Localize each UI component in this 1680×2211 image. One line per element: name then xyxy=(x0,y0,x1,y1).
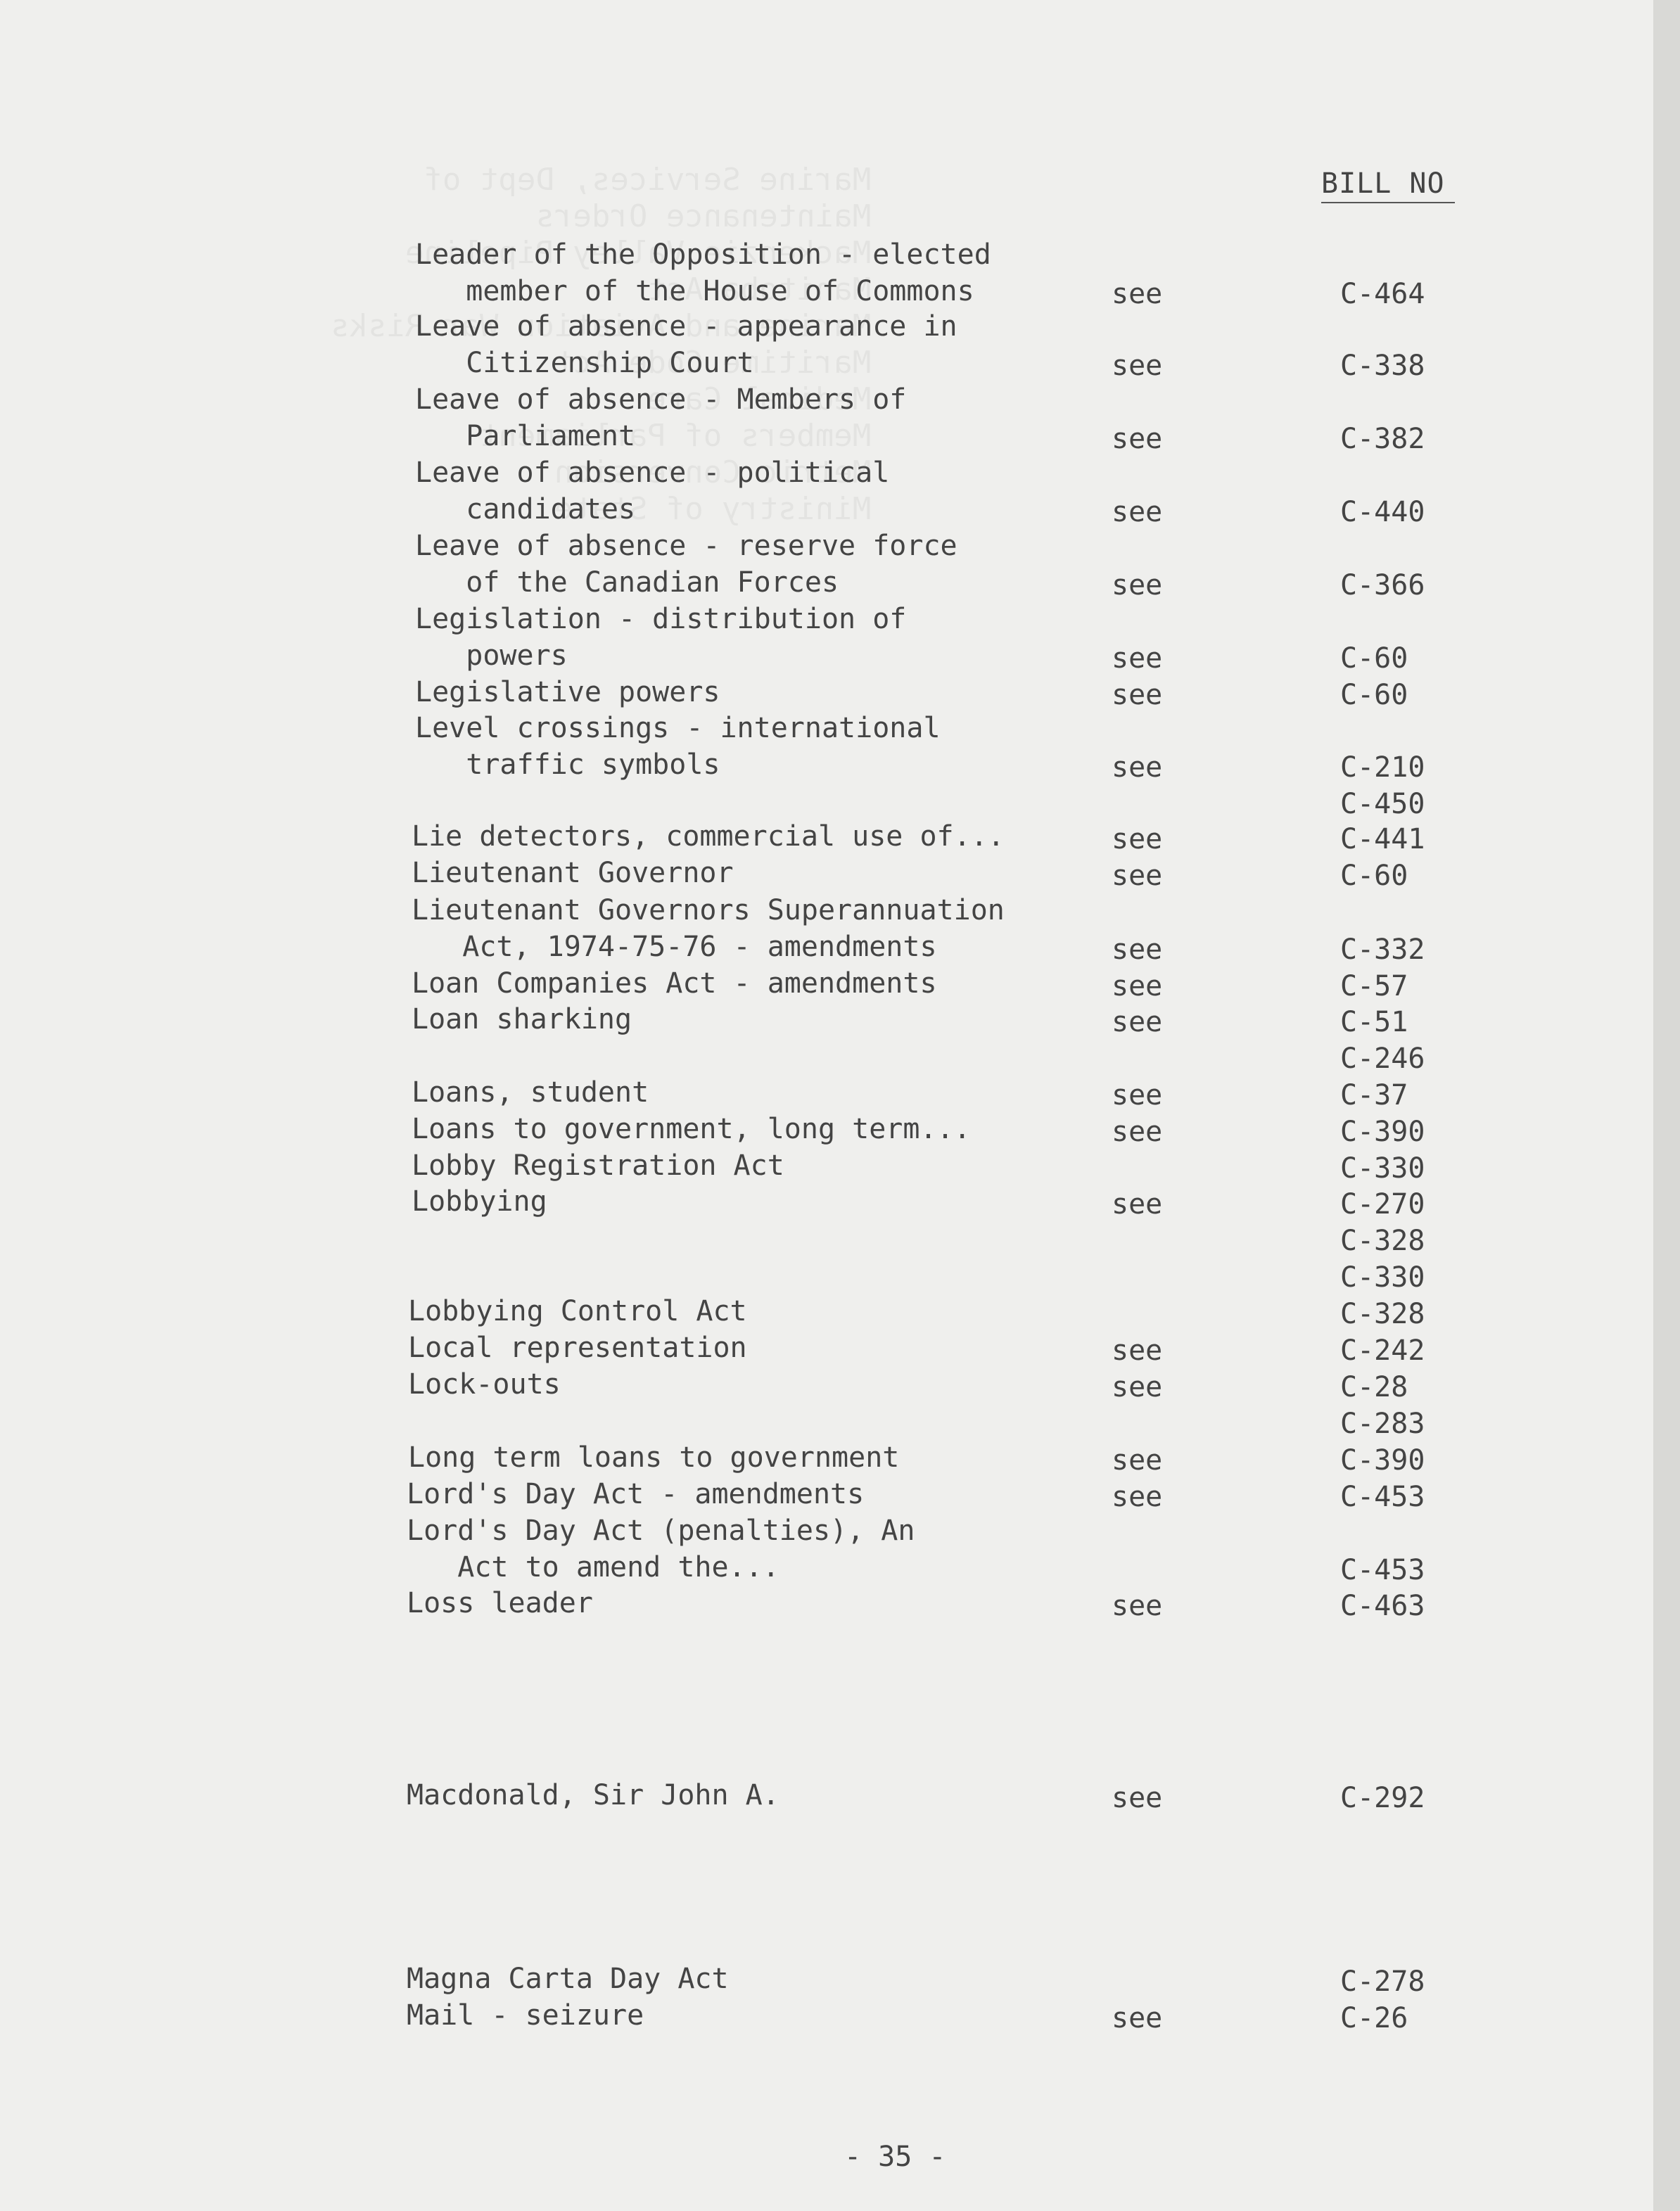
entry-description-line: Lieutenant Governors Superannuation xyxy=(412,894,1005,926)
bill-number: C-450 xyxy=(1340,788,1425,820)
bill-number: C-453 xyxy=(1340,1554,1425,1586)
bill-number: C-441 xyxy=(1340,823,1425,855)
entry-description-line: Loans, student xyxy=(412,1076,649,1109)
see-reference: see xyxy=(1112,1782,1163,1814)
bill-number: C-440 xyxy=(1340,496,1425,528)
entry-description-line: Loans to government, long term... xyxy=(412,1113,971,1145)
see-reference: see xyxy=(1112,278,1163,310)
bill-number: C-26 xyxy=(1340,2002,1408,2034)
see-reference: see xyxy=(1112,679,1163,711)
bill-number: C-210 xyxy=(1340,751,1425,784)
bill-number: C-328 xyxy=(1340,1298,1425,1330)
bill-number: C-57 xyxy=(1340,970,1408,1002)
entry-description-line: Parliament xyxy=(415,420,636,452)
entry-description-line: Loan sharking xyxy=(412,1003,632,1036)
entry-description-line: Leader of the Opposition - elected xyxy=(415,238,991,271)
entry-description-line: Lock-outs xyxy=(408,1368,561,1401)
bill-number: C-28 xyxy=(1340,1371,1408,1403)
entry-description-line: of the Canadian Forces xyxy=(415,566,839,599)
bill-number: C-382 xyxy=(1340,423,1425,455)
see-reference: see xyxy=(1112,751,1163,784)
see-reference: see xyxy=(1112,1481,1163,1513)
bill-no-header: BILL NO xyxy=(1321,167,1445,200)
entry-description-line: Local representation xyxy=(408,1332,747,1364)
see-reference: see xyxy=(1112,934,1163,966)
entry-description-line: Lobbying xyxy=(412,1185,547,1218)
see-reference: see xyxy=(1112,423,1163,455)
bill-number: C-60 xyxy=(1340,642,1408,675)
see-reference: see xyxy=(1112,1188,1163,1221)
entry-description-line: traffic symbols xyxy=(415,748,720,781)
header-underline xyxy=(1321,202,1455,203)
entry-description-line: Lieutenant Governor xyxy=(412,857,734,889)
bill-number: C-464 xyxy=(1340,278,1425,310)
bill-number: C-60 xyxy=(1340,679,1408,711)
see-reference: see xyxy=(1112,1006,1163,1038)
entry-description-line: Act to amend the... xyxy=(407,1551,779,1584)
entry-description-line: Lobby Registration Act xyxy=(412,1149,784,1182)
bill-number: C-463 xyxy=(1340,1590,1425,1622)
see-reference: see xyxy=(1112,1079,1163,1111)
entry-description-line: Loss leader xyxy=(407,1587,593,1619)
see-reference: see xyxy=(1112,860,1163,892)
entry-description-line: Leave of absence - political xyxy=(415,457,890,489)
entry-description-line: Lord's Day Act - amendments xyxy=(407,1478,865,1510)
bill-number: C-330 xyxy=(1340,1261,1425,1294)
entry-description-line: Leave of absence - reserve force xyxy=(415,530,957,562)
entry-description-line: candidates xyxy=(415,493,636,525)
entry-description-line: powers xyxy=(415,639,568,672)
entry-description-line: Macdonald, Sir John A. xyxy=(407,1779,779,1811)
entry-description-line: Citizenship Court xyxy=(415,347,754,379)
entry-description-line: Long term loans to government xyxy=(408,1441,900,1474)
bill-number: C-453 xyxy=(1340,1481,1425,1513)
bill-number: C-390 xyxy=(1340,1116,1425,1148)
see-reference: see xyxy=(1112,350,1163,382)
entry-description-line: Loan Companies Act - amendments xyxy=(412,967,937,1000)
bill-number: C-283 xyxy=(1340,1408,1425,1440)
bill-number: C-246 xyxy=(1340,1043,1425,1075)
entry-description-line: Lobbying Control Act xyxy=(408,1295,747,1327)
see-reference: see xyxy=(1112,823,1163,855)
bill-number: C-242 xyxy=(1340,1334,1425,1367)
page-edge xyxy=(1653,0,1680,2211)
see-reference: see xyxy=(1112,1116,1163,1148)
see-reference: see xyxy=(1112,569,1163,601)
see-reference: see xyxy=(1112,496,1163,528)
entry-description-line: Legislative powers xyxy=(415,676,720,708)
entry-description-line: Act, 1974-75-76 - amendments xyxy=(412,931,937,963)
entry-description-line: Mail - seizure xyxy=(407,1999,644,2032)
bill-number: C-390 xyxy=(1340,1444,1425,1477)
see-reference: see xyxy=(1112,1371,1163,1403)
entry-description-line: Lord's Day Act (penalties), An xyxy=(407,1515,915,1547)
entry-description-line: Leave of absence - appearance in xyxy=(415,310,957,343)
bill-number: C-278 xyxy=(1340,1965,1425,1998)
bill-number: C-270 xyxy=(1340,1188,1425,1221)
bill-number: C-37 xyxy=(1340,1079,1408,1111)
entry-description-line: Lie detectors, commercial use of... xyxy=(412,820,1005,853)
see-reference: see xyxy=(1112,1444,1163,1477)
bill-number: C-60 xyxy=(1340,860,1408,892)
bill-number: C-328 xyxy=(1340,1225,1425,1257)
see-reference: see xyxy=(1112,1590,1163,1622)
bill-number: C-332 xyxy=(1340,934,1425,966)
bill-number: C-366 xyxy=(1340,569,1425,601)
page-number: - 35 - xyxy=(844,2141,946,2173)
see-reference: see xyxy=(1112,1334,1163,1367)
entry-description-line: Leave of absence - Members of xyxy=(415,383,907,416)
bill-number: C-292 xyxy=(1340,1782,1425,1814)
entry-description-line: Legislation - distribution of xyxy=(415,603,907,635)
bill-number: C-330 xyxy=(1340,1152,1425,1185)
entry-description-line: Magna Carta Day Act xyxy=(407,1963,729,1995)
entry-description-line: Level crossings - international xyxy=(415,712,941,744)
bill-number: C-51 xyxy=(1340,1006,1408,1038)
bill-number: C-338 xyxy=(1340,350,1425,382)
see-reference: see xyxy=(1112,970,1163,1002)
see-reference: see xyxy=(1112,2002,1163,2034)
see-reference: see xyxy=(1112,642,1163,675)
entry-description-line: member of the House of Commons xyxy=(415,275,974,307)
